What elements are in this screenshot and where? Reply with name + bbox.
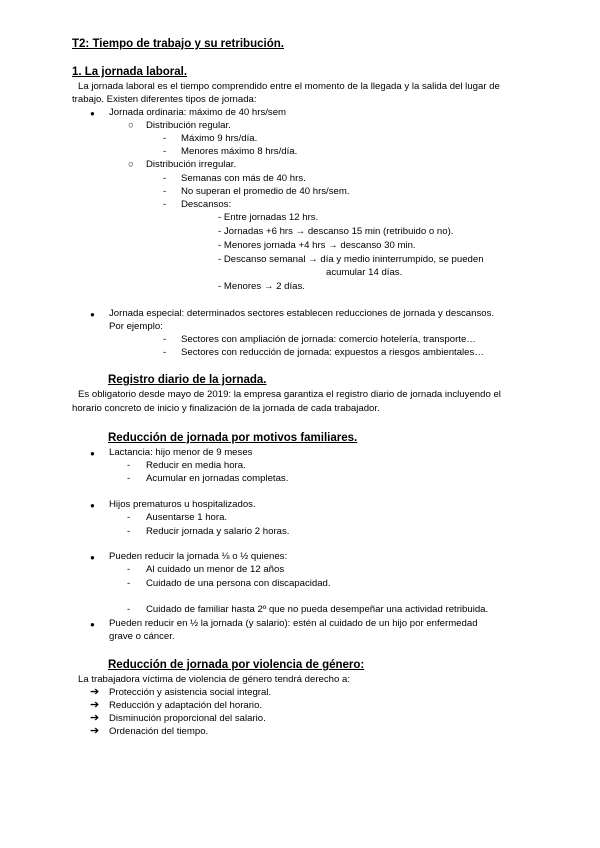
list-item: Ordenación del tiempo. bbox=[109, 726, 209, 737]
doc-title: T2: Tiempo de trabajo y su retribución. bbox=[72, 38, 284, 50]
registro-line-1: Es obligatorio desde mayo de 2019: la empresa garantiza el registro diario de jornada incluyendo el bbox=[78, 389, 501, 400]
descanso-menores-2: - Menores → 2 días. bbox=[218, 281, 305, 292]
list-item: Reducción y adaptación del horario. bbox=[109, 700, 263, 711]
descanso-entre-jornadas: - Entre jornadas 12 hrs. bbox=[218, 212, 319, 223]
item-menores-8: Menores máximo 8 hrs/día. bbox=[181, 146, 298, 157]
bullet-icon: ● bbox=[90, 553, 95, 562]
heading-violencia-genero: Reducción de jornada por violencia de género: bbox=[108, 659, 365, 671]
heading-motivos-familiares: Reducción de jornada por motivos familiares. bbox=[108, 432, 358, 444]
item-sectores-reduccion: Sectores con reducción de jornada: expuestos a riesgos ambientales… bbox=[181, 347, 484, 358]
item-por-ejemplo: Por ejemplo: bbox=[109, 321, 163, 332]
bullet-icon: ● bbox=[90, 620, 95, 629]
descanso-menores-4: - Menores jornada +4 hrs → descanso 30 min. bbox=[218, 240, 416, 251]
item-pueden-reducir: Pueden reducir la jornada ⅛ o ½ quienes: bbox=[109, 551, 288, 562]
intro-line-2: trabajo. Existen diferentes tipos de jornada: bbox=[72, 94, 257, 105]
item-descansos: Descansos: bbox=[181, 199, 232, 210]
registro-line-2: horario concreto de inicio y finalización de la jornada de cada trabajador. bbox=[72, 403, 380, 414]
bullet-icon: ● bbox=[90, 109, 95, 118]
bullet-icon: ● bbox=[90, 449, 95, 458]
circle-bullet-icon: ○ bbox=[128, 120, 134, 131]
dash-icon: - bbox=[163, 146, 167, 157]
arrow-right-icon: ➔ bbox=[90, 699, 100, 711]
dash-icon: - bbox=[127, 512, 131, 523]
arrow-right-icon: ➔ bbox=[90, 712, 100, 724]
item-lactancia: Lactancia: hijo menor de 9 meses bbox=[109, 447, 253, 458]
dash-icon: - bbox=[127, 604, 131, 615]
item-menor-12: Al cuidado un menor de 12 años bbox=[146, 564, 285, 575]
item-reducir-mitad: Pueden reducir en ½ la jornada (y salario): estén al cuidado de un hijo por enfermedad bbox=[109, 618, 478, 629]
list-item: Disminución proporcional del salario. bbox=[109, 713, 266, 724]
item-discapacidad: Cuidado de una persona con discapacidad. bbox=[146, 578, 331, 589]
item-acumular-jornadas: Acumular en jornadas completas. bbox=[146, 473, 289, 484]
descanso-semanal: - Descanso semanal → día y medio ininterrumpido, se pueden bbox=[218, 254, 484, 265]
dash-icon: - bbox=[127, 460, 131, 471]
item-reducir-mitad-cont: grave o cáncer. bbox=[109, 631, 175, 642]
item-semanas-40: Semanas con más de 40 hrs. bbox=[181, 173, 306, 184]
dash-icon: - bbox=[127, 526, 131, 537]
violencia-intro: La trabajadora víctima de violencia de género tendrá derecho a: bbox=[78, 674, 350, 685]
dash-icon: - bbox=[163, 186, 167, 197]
item-sectores-ampliacion: Sectores con ampliación de jornada: comercio hotelería, transporte… bbox=[181, 334, 476, 345]
item-familiar-2: Cuidado de familiar hasta 2º que no pueda desempeñar una actividad retribuida. bbox=[146, 604, 489, 615]
circle-bullet-icon: ○ bbox=[128, 159, 134, 170]
descanso-semanal-cont: acumular 14 días. bbox=[326, 267, 403, 278]
arrow-right-icon: ➔ bbox=[90, 725, 100, 737]
list-item: Protección y asistencia social integral. bbox=[109, 687, 272, 698]
descanso-jornadas-6: - Jornadas +6 hrs → descanso 15 min (retribuido o no). bbox=[218, 226, 454, 237]
bullet-icon: ● bbox=[90, 310, 95, 319]
heading-registro-diario: Registro diario de la jornada. bbox=[108, 374, 267, 386]
item-jornada-especial: Jornada especial: determinados sectores establecen reducciones de jornada y descansos. bbox=[109, 308, 495, 319]
dash-icon: - bbox=[163, 334, 167, 345]
dash-icon: - bbox=[163, 199, 167, 210]
bullet-icon: ● bbox=[90, 501, 95, 510]
item-reducir-salario: Reducir jornada y salario 2 horas. bbox=[146, 526, 290, 537]
item-reducir-media-hora: Reducir en media hora. bbox=[146, 460, 246, 471]
item-distribucion-regular: Distribución regular. bbox=[146, 120, 231, 131]
dash-icon: - bbox=[127, 564, 131, 575]
item-ausentarse: Ausentarse 1 hora. bbox=[146, 512, 228, 523]
item-promedio-40: No superan el promedio de 40 hrs/sem. bbox=[181, 186, 350, 197]
arrow-right-icon: ➔ bbox=[90, 686, 100, 698]
dash-icon: - bbox=[163, 173, 167, 184]
dash-icon: - bbox=[163, 133, 167, 144]
dash-icon: - bbox=[163, 347, 167, 358]
item-distribucion-irregular: Distribución irregular. bbox=[146, 159, 237, 170]
intro-line-1: La jornada laboral es el tiempo comprendido entre el momento de la llegada y la salida del lugar de bbox=[78, 81, 500, 92]
item-maximo-9: Máximo 9 hrs/día. bbox=[181, 133, 258, 144]
dash-icon: - bbox=[127, 578, 131, 589]
item-hijos-prematuros: Hijos prematuros u hospitalizados. bbox=[109, 499, 256, 510]
item-jornada-ordinaria: Jornada ordinaria: máximo de 40 hrs/sem bbox=[109, 107, 287, 118]
dash-icon: - bbox=[127, 473, 131, 484]
heading-jornada-laboral: 1. La jornada laboral. bbox=[72, 66, 188, 78]
